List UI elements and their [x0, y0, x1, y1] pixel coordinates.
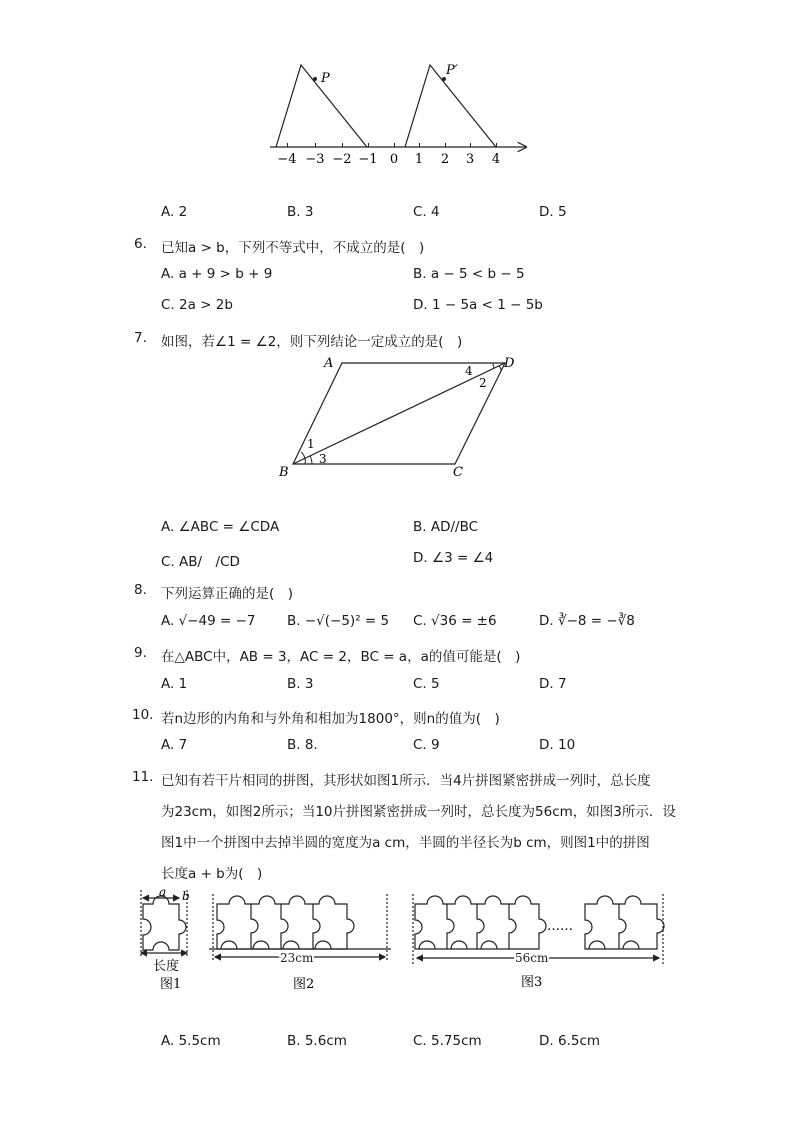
tick-label: 1 — [414, 152, 424, 167]
ellipsis: …… — [547, 919, 573, 934]
q11-option-c[interactable]: C. 5.75cm — [413, 1033, 482, 1049]
point-p-dot — [313, 77, 317, 81]
q7-option-b[interactable]: B. AD//BC — [413, 519, 479, 535]
q5-option-c[interactable]: C. 4 — [413, 204, 440, 220]
angle-arc-4 — [493, 363, 494, 368]
label-length: 长度 — [153, 959, 180, 974]
question-text-line: 为23cm，如图2所示；当10片拼图紧密拼成一列时，总长度为56cm，如图3所示．设 — [161, 804, 676, 820]
q6-option-a[interactable]: A. a + 9 > b + 9 — [161, 266, 273, 282]
dimension-fig2: 23cm — [280, 951, 314, 965]
label-a: a — [159, 885, 167, 899]
q8-option-d[interactable]: D. ∛−8 = −∛8 — [539, 613, 635, 629]
q10-option-d[interactable]: D. 10 — [539, 737, 576, 753]
q11-option-a[interactable]: A. 5.5cm — [161, 1033, 221, 1049]
caption-fig2: 图2 — [293, 977, 315, 992]
angle-arc-1 — [301, 452, 305, 464]
question-number: 9. — [134, 645, 147, 661]
q7-option-d[interactable]: D. ∠3 = ∠4 — [413, 550, 494, 566]
angle-3-label: 3 — [319, 452, 327, 466]
axis-ticks — [288, 143, 497, 147]
tick-label: 4 — [491, 152, 501, 167]
point-p2-label: P′ — [446, 63, 458, 78]
q6-option-b[interactable]: B. a − 5 < b − 5 — [413, 266, 525, 282]
q7-option-a[interactable]: A. ∠ABC = ∠CDA — [161, 519, 280, 535]
vertex-c-label: C — [453, 465, 463, 480]
puzzle-piece-fig1 — [143, 896, 186, 950]
q5-option-d[interactable]: D. 5 — [539, 204, 567, 220]
question-number: 8. — [134, 582, 147, 598]
q9-option-a[interactable]: A. 1 — [161, 676, 188, 692]
point-p-label: P — [321, 71, 330, 86]
puzzle-row-fig3 — [415, 896, 664, 949]
q6-option-c[interactable]: C. 2a > 2b — [161, 297, 233, 313]
tick-label: 0 — [389, 152, 399, 167]
angle-1-label: 1 — [307, 437, 315, 451]
number-line-figure — [260, 55, 540, 170]
q10-option-b[interactable]: B. 8. — [287, 737, 318, 753]
question-number: 7. — [134, 330, 147, 346]
tick-label: 3 — [465, 152, 475, 167]
tick-label: 2 — [440, 152, 450, 167]
dimension-fig3: 56cm — [515, 951, 549, 965]
vertex-a-label: A — [324, 356, 334, 371]
question-text-line: 已知有若干片相同的拼图，其形状如图1所示．当4片拼图紧密拼成一列时，总长度 — [161, 773, 651, 789]
q6-option-d[interactable]: D. 1 − 5a < 1 − 5b — [413, 297, 543, 313]
question-text: 在△ABC中，AB = 3，AC = 2，BC = a，a的值可能是( ) — [161, 649, 521, 665]
q8-option-a[interactable]: A. √−49 = −7 — [161, 613, 256, 629]
question-text: 已知a > b，下列不等式中，不成立的是( ) — [161, 240, 425, 256]
tick-label: −1 — [358, 152, 378, 167]
question-text: 若n边形的内角和与外角和相加为1800°，则n的值为( ) — [161, 711, 500, 727]
question-text: 如图，若∠1 = ∠2，则下列结论一定成立的是( ) — [161, 334, 463, 350]
q5-option-b[interactable]: B. 3 — [287, 204, 314, 220]
q10-option-a[interactable]: A. 7 — [161, 737, 188, 753]
angle-arc-3 — [310, 456, 312, 464]
label-b: b — [182, 889, 190, 903]
q9-option-d[interactable]: D. 7 — [539, 676, 567, 692]
q5-option-a[interactable]: A. 2 — [161, 204, 188, 220]
tick-label: −3 — [305, 152, 325, 167]
diagonal-bd — [293, 363, 505, 464]
tick-labels — [277, 152, 500, 167]
q7-option-c[interactable]: C. AB/ /CD — [161, 554, 240, 570]
q8-option-b[interactable]: B. −√(−5)² = 5 — [287, 613, 390, 629]
caption-fig3: 图3 — [521, 975, 543, 990]
q11-option-b[interactable]: B. 5.6cm — [287, 1033, 347, 1049]
puzzle-figure — [135, 882, 675, 997]
question-text: 下列运算正确的是( ) — [161, 586, 294, 602]
q8-option-c[interactable]: C. √36 = ±6 — [413, 613, 497, 629]
angle-2-label: 2 — [479, 376, 487, 390]
vertex-b-label: B — [279, 465, 289, 480]
angle-4-label: 4 — [465, 364, 473, 378]
tick-label: −4 — [277, 152, 297, 167]
puzzle-row-fig2 — [217, 896, 354, 949]
question-text-line: 长度a + b为( ) — [161, 866, 263, 882]
question-number: 10. — [132, 707, 154, 723]
q9-option-c[interactable]: C. 5 — [413, 676, 440, 692]
q9-option-b[interactable]: B. 3 — [287, 676, 314, 692]
question-text-line: 图1中一个拼图中去掉半圆的宽度为a cm，半圆的半径长为b cm，则图1中的拼图 — [161, 835, 650, 851]
parallelogram-figure — [275, 352, 525, 482]
q10-option-c[interactable]: C. 9 — [413, 737, 440, 753]
caption-fig1: 图1 — [160, 977, 182, 992]
angle-arc-2 — [499, 366, 501, 371]
question-number: 11. — [132, 769, 154, 785]
tick-label: −2 — [332, 152, 352, 167]
question-number: 6. — [134, 236, 147, 252]
vertex-d-label: D — [504, 356, 515, 371]
q11-option-d[interactable]: D. 6.5cm — [539, 1033, 601, 1049]
